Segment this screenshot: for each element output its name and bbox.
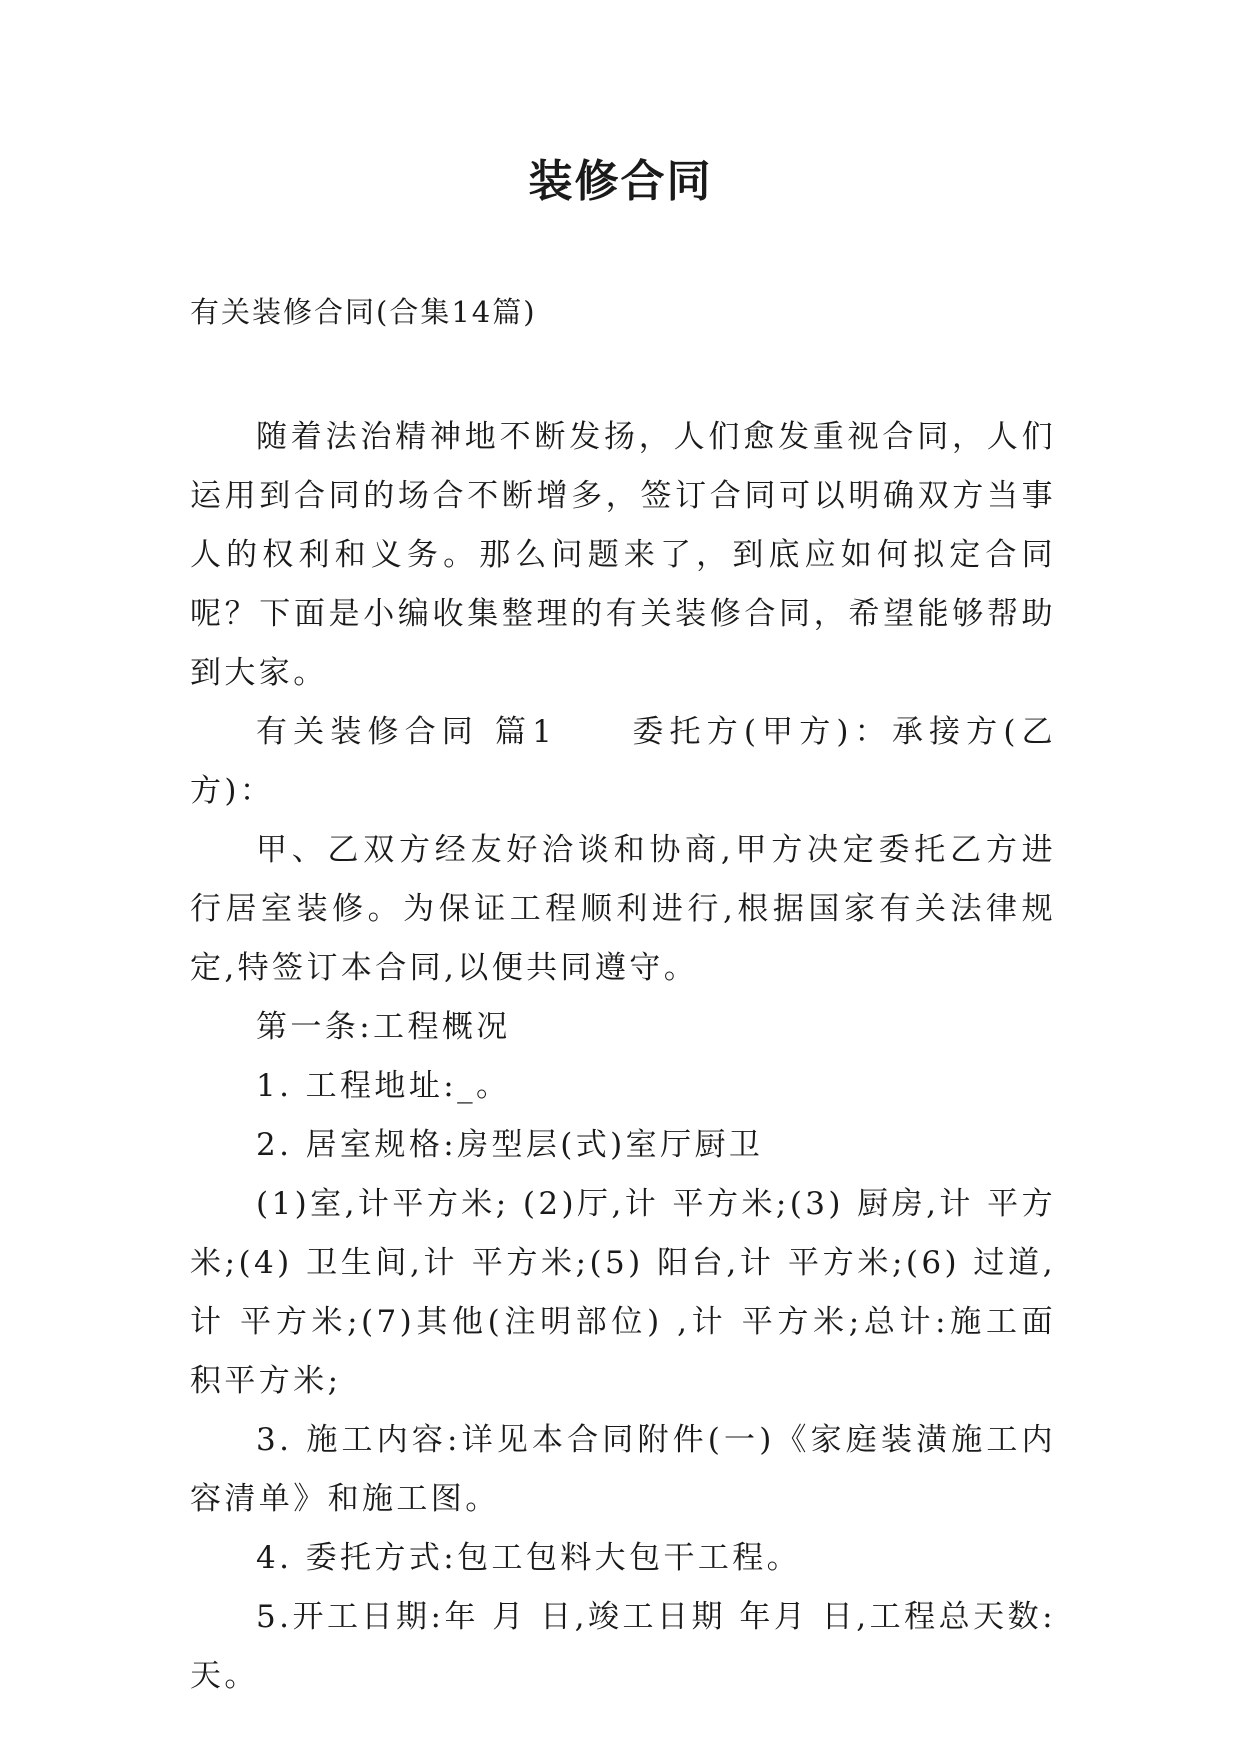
clause-room-spec: 2. 居室规格:房型层(式)室厅厨卫 bbox=[256, 1127, 764, 1163]
clause-address: 1. 工程地址:_。 bbox=[256, 1068, 511, 1104]
agreement-paragraph: 甲、乙双方经友好洽谈和协商,甲方决定委托乙方进行居室装修。为保证工程顺利进行,根据国家有关法律规定,特签订本合同,以便共同遵守。 bbox=[190, 832, 1056, 986]
clause-room-areas: (1)室,计平方米; (2)厅,计 平方米;(3) 厨房,计 平方米;(4) 卫生间,计 平方米;(5) 阳台,计 平方米;(6) 过道,计 平方米;(7)其他(注明部位) ,计 平方米;总计:施工面积平方米; bbox=[190, 1186, 1056, 1399]
document-title: 装修合同 bbox=[528, 156, 713, 207]
article-heading: 第一条:工程概况 bbox=[256, 1009, 511, 1045]
document-body bbox=[190, 408, 1056, 1706]
document-subtitle: 有关装修合同(合集14篇) bbox=[190, 295, 537, 329]
intro-paragraph: 随着法治精神地不断发扬，人们愈发重视合同，人们运用到合同的场合不断增多，签订合同可以明确双方当事人的权利和义务。那么问题来了，到底应如何拟定合同呢？下面是小编收集整理的有关装修合同，希望能够帮助到大家。 bbox=[190, 419, 1056, 691]
clause-construction-content: 3. 施工内容:详见本合同附件(一)《家庭装潢施工内容清单》和施工图。 bbox=[190, 1422, 1056, 1517]
section-heading-parties: 有关装修合同 篇1 委托方(甲方)：承接方(乙方)： bbox=[190, 714, 1056, 809]
clause-commission-method: 4. 委托方式:包工包料大包干工程。 bbox=[256, 1540, 802, 1576]
clause-schedule: 5.开工日期:年 月 日,竣工日期 年月 日,工程总天数:天。 bbox=[190, 1599, 1056, 1694]
